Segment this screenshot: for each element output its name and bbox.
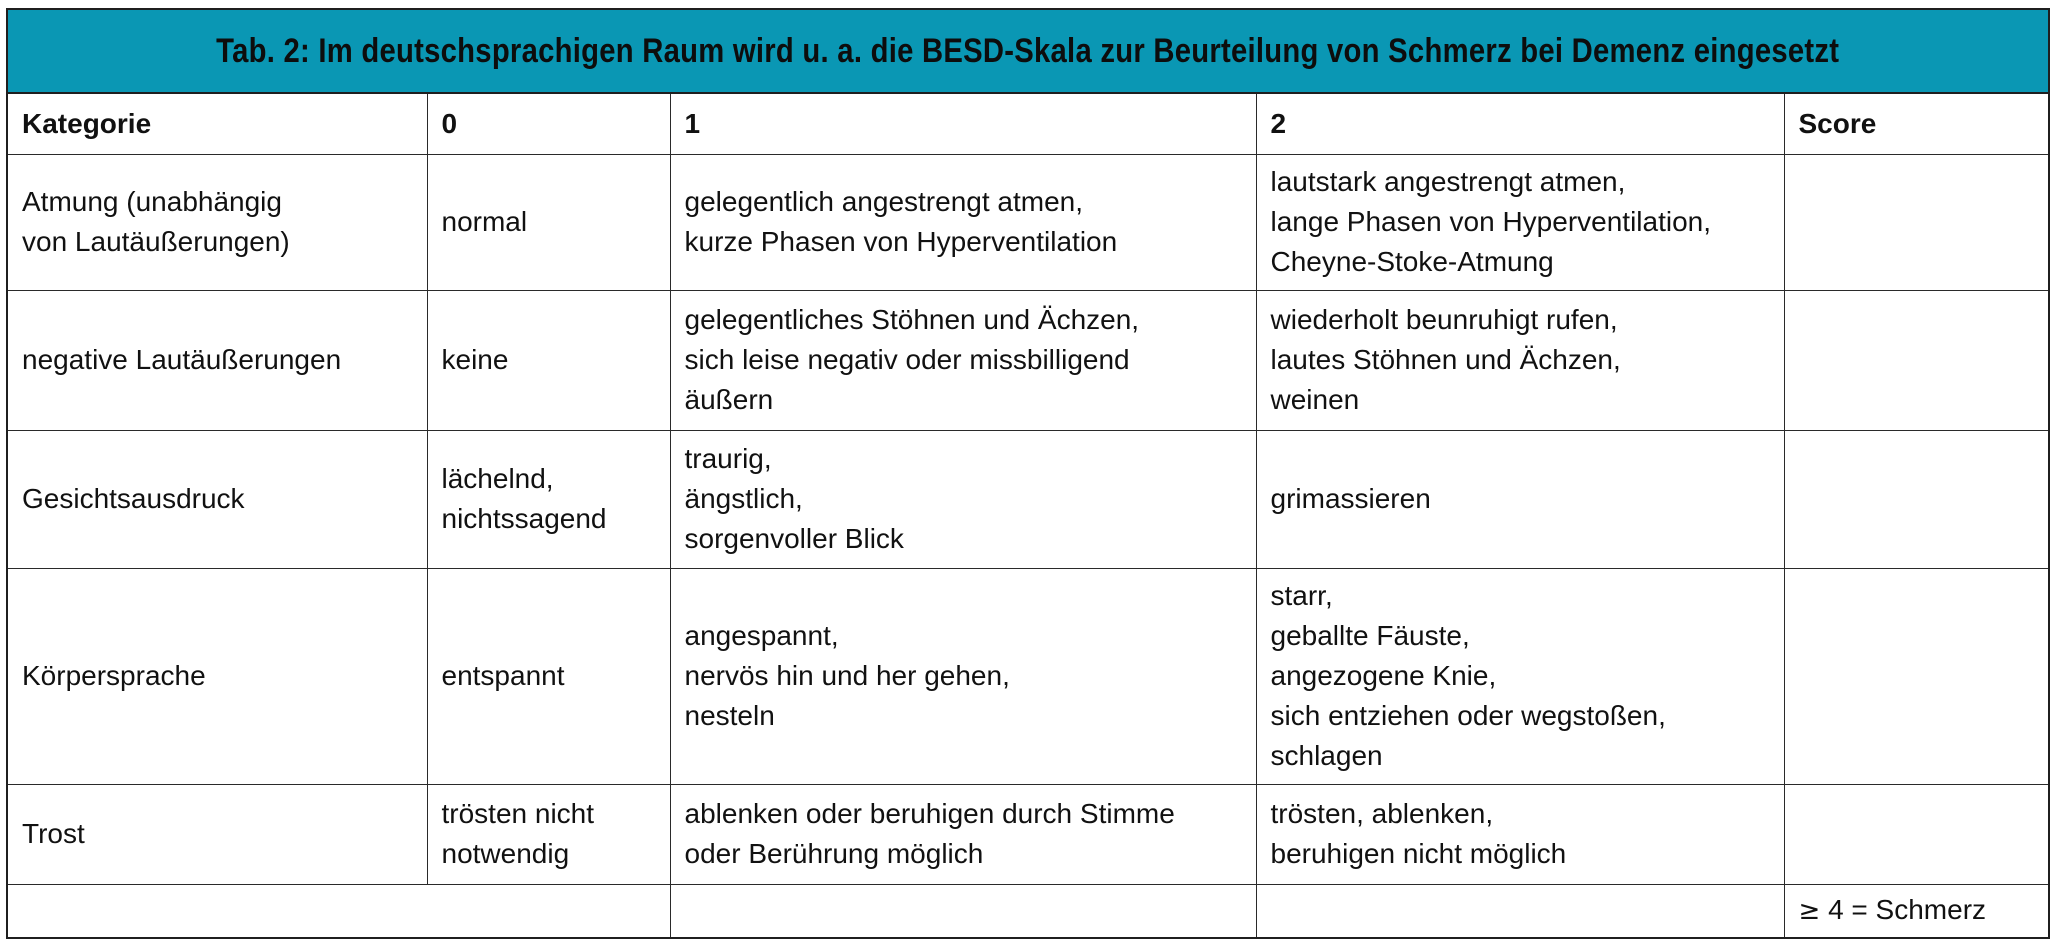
header-score-1: 1 bbox=[670, 94, 1256, 154]
row-trost-2: trösten, ablenken, beruhigen nicht möglich bbox=[1256, 784, 1784, 884]
header-kategorie: Kategorie bbox=[8, 94, 427, 154]
table-row bbox=[8, 290, 2048, 430]
threshold-text: 4 = Schmerz bbox=[1820, 894, 1987, 926]
row-atmung-kategorie: Atmung (unabhängig von Lautäußerungen) bbox=[8, 154, 427, 290]
table-row bbox=[8, 154, 2048, 290]
row-laut-score bbox=[1784, 290, 2048, 430]
row-trost-1: ablenken oder beruhigen durch Stimme oder Berührung möglich bbox=[670, 784, 1256, 884]
row-gesicht-2: grimassieren bbox=[1256, 430, 1784, 568]
row-koerper-score bbox=[1784, 568, 2048, 784]
table-title: Tab. 2: Im deutschsprachigen Raum wird u. a. die BESD-Skala zur Beurteilung von Schmerz bei Demenz eingesetzt bbox=[216, 31, 1840, 70]
row-atmung-1: gelegentlich angestrengt atmen, kurze Phasen von Hyperventilation bbox=[670, 154, 1256, 290]
row-laut-1: gelegentliches Stöhnen und Ächzen, sich leise negativ oder missbilligend äußern bbox=[670, 290, 1256, 430]
row-laut-kategorie: negative Lautäußerungen bbox=[8, 290, 427, 430]
row-trost-kategorie: Trost bbox=[8, 784, 427, 884]
table-frame bbox=[6, 8, 2050, 939]
row-gesicht-score bbox=[1784, 430, 2048, 568]
row-koerper-kategorie: Körpersprache bbox=[8, 568, 427, 784]
row-laut-0: keine bbox=[427, 290, 670, 430]
row-gesicht-0: lächelnd, nichtssagend bbox=[427, 430, 670, 568]
row-laut-2: wiederholt beunruhigt rufen, lautes Stöhnen und Ächzen, weinen bbox=[1256, 290, 1784, 430]
header-row bbox=[8, 94, 2048, 154]
row-gesicht-1: traurig, ängstlich, sorgenvoller Blick bbox=[670, 430, 1256, 568]
title-bar bbox=[8, 10, 2048, 94]
row-atmung-2: lautstark angestrengt atmen, lange Phasen von Hyperventilation, Cheyne-Stoke-Atmung bbox=[1256, 154, 1784, 290]
table-row bbox=[8, 784, 2048, 884]
footer-empty-cell bbox=[8, 884, 670, 937]
header-score-2: 2 bbox=[1256, 94, 1784, 154]
footer-row bbox=[8, 884, 2048, 937]
table-row bbox=[8, 430, 2048, 568]
row-atmung-0: normal bbox=[427, 154, 670, 290]
footer-empty-cell-1 bbox=[670, 884, 1256, 937]
header-score-0: 0 bbox=[427, 94, 670, 154]
row-gesicht-kategorie: Gesichtsausdruck bbox=[8, 430, 427, 568]
besd-table bbox=[8, 94, 2048, 937]
header-score: Score bbox=[1784, 94, 2048, 154]
row-koerper-0: entspannt bbox=[427, 568, 670, 784]
row-trost-score bbox=[1784, 784, 2048, 884]
footer-threshold bbox=[1784, 884, 2048, 937]
row-koerper-1: angespannt, nervös hin und her gehen, nesteln bbox=[670, 568, 1256, 784]
row-koerper-2: starr, geballte Fäuste, angezogene Knie, sich entziehen oder wegstoßen, schlagen bbox=[1256, 568, 1784, 784]
row-trost-0: trösten nicht notwendig bbox=[427, 784, 670, 884]
row-atmung-score bbox=[1784, 154, 2048, 290]
footer-empty-cell-2 bbox=[1256, 884, 1784, 937]
table-row bbox=[8, 568, 2048, 784]
greater-equal-symbol: ≥ bbox=[1798, 896, 1821, 927]
